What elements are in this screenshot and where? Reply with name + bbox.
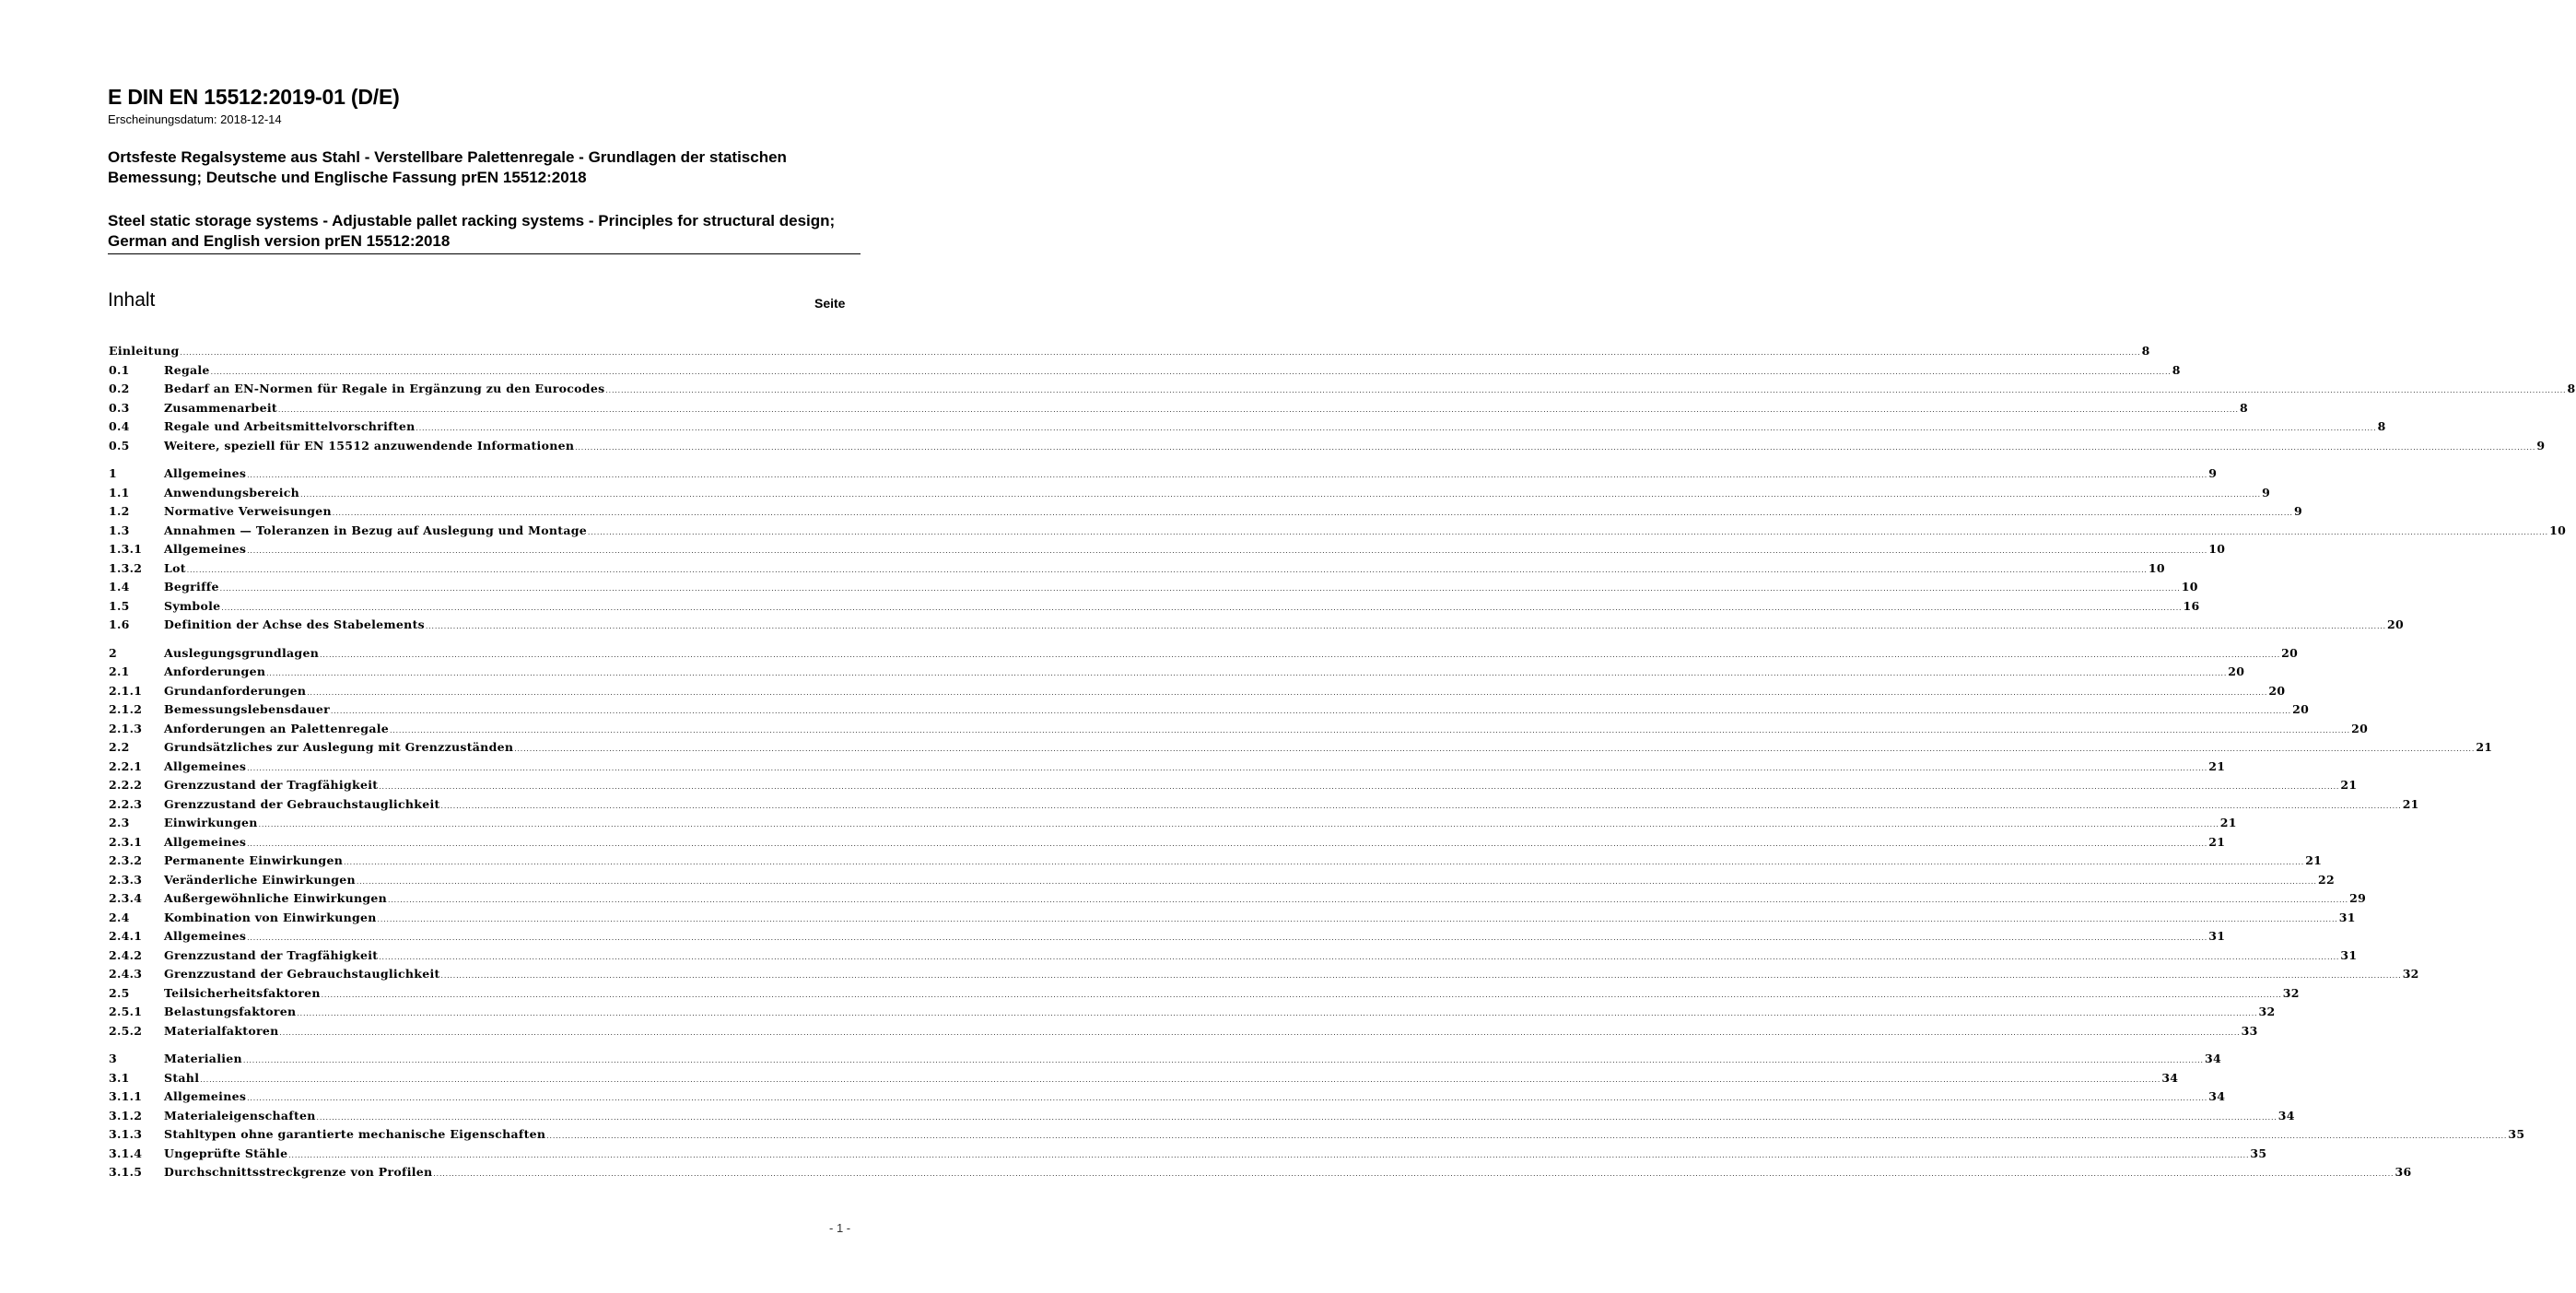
toc-dot-leader — [300, 486, 2261, 505]
toc-entry-page: 20 — [2228, 664, 2245, 678]
toc-entry-number: 2.1 — [109, 664, 130, 678]
toc-dot-leader — [433, 1165, 2394, 1184]
toc-entry-page: 10 — [2181, 580, 2198, 594]
toc-entry[interactable] — [109, 700, 2310, 720]
toc-entry-number: 1.6 — [109, 617, 130, 631]
toc-entry-page: 21 — [2340, 778, 2358, 792]
toc-entry-page: 34 — [2205, 1052, 2221, 1065]
toc-dot-leader — [307, 684, 2267, 703]
toc-dot-leader — [247, 835, 2207, 854]
toc-entry-title: Normative Verweisungen — [164, 504, 332, 518]
toc-entry-title: Stahltypen ohne garantierte mechanische Eigenschaften — [164, 1127, 546, 1141]
toc-dot-leader — [390, 722, 2350, 741]
toc-dot-leader — [259, 816, 2219, 835]
toc-dot-leader — [546, 1127, 2507, 1146]
toc-entry[interactable] — [109, 1107, 2295, 1126]
toc-entry-title: Permanente Einwirkungen — [164, 853, 344, 867]
toc-entry-page: 8 — [2567, 382, 2576, 395]
toc-dot-leader — [588, 523, 2548, 543]
toc-entry-number: 2.3.2 — [109, 853, 143, 867]
toc-entry[interactable] — [109, 484, 2271, 503]
toc-entry-page: 10 — [2208, 542, 2226, 556]
toc-entry-page: 20 — [2292, 702, 2310, 716]
toc-entry-number: 3.1.3 — [109, 1127, 143, 1141]
toc-entry-page: 9 — [2536, 438, 2546, 453]
toc-entry[interactable] — [109, 984, 2300, 1004]
toc-entry-title: Durchschnittsstreckgrenze von Profilen — [164, 1165, 433, 1179]
toc-entry[interactable] — [109, 946, 2358, 966]
toc-entry-title: Grenzzustand der Tragfähigkeit — [164, 778, 379, 792]
toc-entry[interactable] — [109, 437, 2546, 456]
toc-entry-number: 0.3 — [109, 400, 130, 415]
toc-dot-leader — [243, 1052, 2204, 1071]
toc-dot-leader — [288, 1146, 2249, 1166]
title-german: Ortsfeste Regalsysteme aus Stahl - Verstellbare Palettenregale - Grundlagen der statischen Bemessung; Deutsche und Englische Fassung prEN 15512:2018 — [108, 148, 787, 186]
toc-dot-leader — [247, 1089, 2207, 1109]
toc-entry[interactable] — [109, 644, 2299, 664]
toc-page-column-heading: Seite — [814, 296, 846, 311]
toc-entry-page: 20 — [2351, 721, 2369, 735]
toc-entry-page: 29 — [2349, 891, 2367, 905]
toc-dot-leader — [378, 911, 2338, 930]
toc-dot-leader — [344, 853, 2304, 873]
toc-dot-leader — [220, 580, 2181, 599]
toc-entry-number: 1.3.2 — [109, 560, 143, 575]
toc-dot-leader — [441, 797, 2402, 817]
toc-entry-title: Teilsicherheitsfaktoren — [164, 985, 321, 1000]
toc-entry[interactable] — [109, 871, 2335, 890]
toc-dot-leader — [247, 759, 2207, 779]
toc-entry-title: Grenzzustand der Gebrauchstauglichkeit — [164, 967, 440, 981]
toc-entry-title: Allgemeines — [164, 758, 247, 773]
toc-entry-title: Lot — [164, 560, 186, 575]
toc-dot-leader — [317, 1109, 2277, 1128]
toc-entry-number: 3.1.1 — [109, 1089, 143, 1103]
toc-entry-title: Bedarf an EN-Normen für Regale in Ergänzung zu den Eurocodes — [164, 382, 605, 395]
toc-entry-number: 2.4.2 — [109, 947, 143, 962]
toc-entry-title: Zusammenarbeit — [164, 400, 277, 415]
toc-entry-page: 9 — [2262, 485, 2271, 500]
toc-dot-leader — [247, 542, 2207, 561]
toc-entry-page: 32 — [2402, 967, 2419, 981]
toc-entry-number: 1.3.1 — [109, 542, 143, 556]
toc-entry-page: 16 — [2183, 598, 2200, 613]
toc-dot-leader — [266, 664, 2227, 684]
toc-entry-number: 1.4 — [109, 580, 130, 594]
toc-entry-page: 34 — [2161, 1070, 2179, 1085]
toc-entry-number: 3 — [109, 1052, 117, 1065]
toc-group — [109, 644, 2493, 1041]
toc-dot-leader — [322, 986, 2282, 1005]
toc-entry[interactable] — [109, 795, 2419, 815]
toc-entry-title: Einwirkungen — [164, 816, 258, 829]
toc-entry-page: 34 — [2277, 1108, 2295, 1123]
toc-entry-page: 36 — [2395, 1165, 2412, 1179]
toc-entry[interactable] — [109, 1069, 2179, 1088]
toc-heading: Inhalt — [108, 289, 156, 311]
toc-entry-title: Allgemeines — [164, 542, 247, 556]
toc-entry[interactable] — [109, 682, 2286, 701]
toc-entry[interactable] — [109, 1087, 2226, 1107]
toc-entry-number: 3.1.5 — [109, 1165, 143, 1179]
toc-entry[interactable] — [109, 417, 2386, 437]
toc-entry[interactable] — [109, 720, 2369, 739]
toc-entry-number: 3.1 — [109, 1070, 130, 1085]
toc-dot-leader — [441, 967, 2402, 986]
toc-entry-page: 21 — [2219, 816, 2237, 829]
toc-entry[interactable] — [109, 399, 2249, 418]
toc-entry-number: 2.5.1 — [109, 1005, 143, 1018]
toc-entry-title: Materialfaktoren — [164, 1023, 279, 1038]
toc-dot-leader — [333, 504, 2293, 523]
toc-entry-page: 22 — [2318, 872, 2335, 887]
toc-entry-title: Allgemeines — [164, 466, 247, 480]
toc-entry-number: 1.2 — [109, 504, 130, 518]
toc-dot-leader — [575, 439, 2535, 458]
toc-entry[interactable] — [109, 1022, 2258, 1041]
toc-entry-number: 3.1.4 — [109, 1146, 143, 1160]
toc-entry-number: 1.5 — [109, 598, 130, 613]
toc-entry-number: 2.1.1 — [109, 683, 143, 698]
toc-entry-title: Allgemeines — [164, 834, 247, 849]
toc-dot-leader — [247, 466, 2207, 486]
toc-entry-title: Bemessungslebensdauer — [164, 702, 331, 716]
toc-entry-title: Ungeprüfte Stähle — [164, 1146, 288, 1160]
toc-entry[interactable] — [109, 540, 2226, 559]
toc-entry-number: 2.1.3 — [109, 721, 143, 735]
toc-entry-number: 0.1 — [109, 362, 130, 377]
toc-dot-leader — [357, 873, 2317, 892]
toc-entry[interactable] — [109, 852, 2323, 871]
toc-dot-leader — [211, 363, 2172, 382]
toc-entry-page: 31 — [2338, 910, 2356, 924]
toc-entry[interactable] — [109, 1003, 2276, 1022]
toc-entry-page: 21 — [2476, 740, 2493, 754]
toc-entry-title: Begriffe — [164, 580, 219, 594]
toc-entry-page: 32 — [2282, 985, 2300, 1000]
table-of-contents — [109, 342, 2576, 1182]
toc-dot-leader — [221, 599, 2182, 618]
toc-entry-title: Außergewöhnliche Einwirkungen — [164, 891, 388, 905]
toc-entry-number: 2.4 — [109, 910, 130, 924]
toc-entry[interactable] — [109, 1163, 2412, 1182]
toc-entry[interactable] — [109, 616, 2405, 635]
toc-entry[interactable] — [109, 833, 2226, 852]
toc-dot-leader — [247, 929, 2207, 948]
toc-entry-title: Annahmen — Toleranzen in Bezug auf Auslegung und Montage — [164, 523, 588, 537]
toc-entry-number: 2.2 — [109, 740, 130, 754]
toc-entry-title: Definition der Achse des Stabelements — [164, 617, 425, 631]
toc-group — [109, 464, 2567, 635]
toc-entry-title: Regale und Arbeitsmittelvorschriften — [164, 419, 416, 433]
toc-dot-leader — [426, 617, 2386, 637]
toc-entry[interactable] — [109, 502, 2302, 522]
toc-entry-number: 2.4.1 — [109, 929, 143, 943]
title-divider — [108, 253, 861, 254]
toc-entry-page: 8 — [2240, 400, 2249, 415]
toc-dot-leader — [416, 419, 2377, 439]
toc-entry-page: 9 — [2293, 504, 2302, 518]
toc-entry[interactable] — [109, 927, 2226, 946]
toc-entry-title: Kombination von Einwirkungen — [164, 910, 377, 924]
toc-dot-leader — [187, 561, 2148, 581]
toc-entry[interactable] — [109, 342, 2150, 361]
toc-entry-title: Regale — [164, 362, 210, 377]
toc-entry-number: 2.3.3 — [109, 872, 143, 887]
toc-entry-page: 21 — [2402, 796, 2419, 811]
toc-entry-page: 21 — [2208, 758, 2226, 773]
toc-entry[interactable] — [109, 597, 2200, 617]
toc-dot-leader — [379, 948, 2339, 968]
toc-entry[interactable] — [109, 559, 2165, 579]
toc-entry-number: 1.1 — [109, 485, 130, 500]
toc-entry-number: 2.5.2 — [109, 1023, 143, 1038]
toc-entry[interactable] — [109, 909, 2356, 928]
toc-entry-number: 2.4.3 — [109, 967, 143, 981]
toc-dot-leader — [278, 401, 2239, 420]
toc-entry-number: 0.4 — [109, 419, 130, 433]
toc-entry-page: 9 — [2208, 466, 2218, 480]
toc-entry-number: 1 — [109, 466, 117, 480]
toc-entry-page: 20 — [2281, 645, 2299, 660]
toc-entry[interactable] — [109, 758, 2226, 777]
toc-entry-number: 2.3.1 — [109, 834, 143, 849]
toc-entry-number: 2.1.2 — [109, 702, 143, 716]
toc-entry-title: Grenzzustand der Tragfähigkeit — [164, 947, 379, 962]
toc-entry-title: Allgemeines — [164, 1089, 247, 1103]
toc-entry-number: 2.2.2 — [109, 778, 143, 792]
toc-entry-number: 2.2.3 — [109, 796, 143, 811]
toc-entry-title: Anforderungen — [164, 664, 266, 678]
toc-entry-title: Weitere, speziell für EN 15512 anzuwendende Informationen — [164, 438, 575, 453]
toc-entry-title: Allgemeines — [164, 929, 247, 943]
toc-entry-title: Belastungsfaktoren — [164, 1005, 297, 1018]
toc-entry[interactable] — [109, 464, 2218, 484]
toc-dot-leader — [181, 344, 2141, 363]
toc-entry-page: 8 — [2172, 362, 2181, 377]
toc-dot-leader — [280, 1024, 2241, 1043]
toc-entry-page: 8 — [2141, 344, 2150, 358]
toc-entry-title: Grundsätzliches zur Auslegung mit Grenzzuständen — [164, 740, 514, 754]
toc-entry[interactable] — [109, 578, 2198, 597]
toc-dot-leader — [297, 1005, 2257, 1024]
toc-entry-page: 20 — [2268, 683, 2286, 698]
toc-entry-page: 31 — [2340, 947, 2358, 962]
toc-entry-page: 35 — [2508, 1127, 2525, 1141]
title-english: Steel static storage systems - Adjustable pallet racking systems - Principles for structural design; German and English version prEN 15512:2018 — [108, 212, 836, 250]
toc-entry-title: Anforderungen an Palettenregale — [164, 721, 390, 735]
toc-entry-number: 2.5 — [109, 985, 130, 1000]
toc-dot-leader — [200, 1071, 2160, 1090]
toc-entry-title: Grundanforderungen — [164, 683, 307, 698]
toc-entry-page: 21 — [2305, 853, 2323, 867]
toc-entry-number: 1.3 — [109, 523, 130, 537]
toc-entry-title: Grenzzustand der Gebrauchstauglichkeit — [164, 796, 440, 811]
toc-entry-title: Materialien — [164, 1052, 242, 1065]
toc-entry[interactable] — [109, 1050, 2221, 1069]
toc-dot-leader — [379, 778, 2339, 797]
toc-entry-page: 10 — [2549, 523, 2567, 537]
toc-entry-number: 3.1.2 — [109, 1108, 143, 1123]
toc-entry[interactable] — [109, 1145, 2267, 1164]
toc-entry-number: 2.2.1 — [109, 758, 143, 773]
toc-dot-leader — [331, 702, 2291, 722]
toc-entry-title: Symbole — [164, 598, 221, 613]
toc-entry-title: Materialeigenschaften — [164, 1108, 316, 1123]
toc-entry-page: 8 — [2377, 419, 2386, 433]
toc-entry-title: Auslegungsgrundlagen — [164, 645, 320, 660]
toc-entry-title: Einleitung — [109, 344, 180, 358]
toc-entry[interactable] — [109, 889, 2367, 909]
toc-entry-page: 35 — [2250, 1146, 2267, 1160]
toc-dot-leader — [388, 891, 2348, 911]
page-number: - 1 - — [829, 1221, 851, 1235]
document-id: E DIN EN 15512:2019-01 (D/E) — [108, 85, 400, 109]
toc-entry-title: Veränderliche Einwirkungen — [164, 872, 356, 887]
toc-entry[interactable] — [109, 738, 2493, 758]
toc-entry[interactable] — [109, 380, 2576, 399]
toc-dot-leader — [605, 382, 2566, 401]
toc-entry-page: 34 — [2208, 1089, 2226, 1103]
toc-entry-page: 10 — [2148, 560, 2165, 575]
toc-entry[interactable] — [109, 965, 2419, 984]
toc-entry-page: 33 — [2241, 1023, 2258, 1038]
toc-entry-number: 0.2 — [109, 382, 130, 395]
toc-entry-page: 32 — [2258, 1005, 2276, 1018]
toc-entry-number: 2 — [109, 645, 117, 660]
publication-date: Erscheinungsdatum: 2018-12-14 — [108, 112, 282, 126]
toc-entry-title: Anwendungsbereich — [164, 485, 300, 500]
toc-entry-page: 21 — [2208, 834, 2226, 849]
toc-group — [109, 1050, 2525, 1182]
toc-dot-leader — [514, 740, 2475, 759]
toc-entry-number: 0.5 — [109, 438, 130, 453]
toc-entry[interactable] — [109, 663, 2245, 682]
toc-dot-leader — [320, 646, 2280, 665]
toc-entry-page: 31 — [2208, 929, 2226, 943]
toc-entry-title: Stahl — [164, 1070, 200, 1085]
toc-entry[interactable] — [109, 522, 2567, 541]
toc-entry[interactable] — [109, 814, 2237, 833]
toc-entry-number: 2.3 — [109, 816, 130, 829]
toc-entry[interactable] — [109, 361, 2181, 381]
toc-entry[interactable] — [109, 776, 2358, 795]
toc-entry-page: 20 — [2387, 617, 2405, 631]
toc-group — [109, 342, 2576, 455]
toc-entry-number: 2.3.4 — [109, 891, 143, 905]
toc-entry[interactable] — [109, 1125, 2525, 1145]
